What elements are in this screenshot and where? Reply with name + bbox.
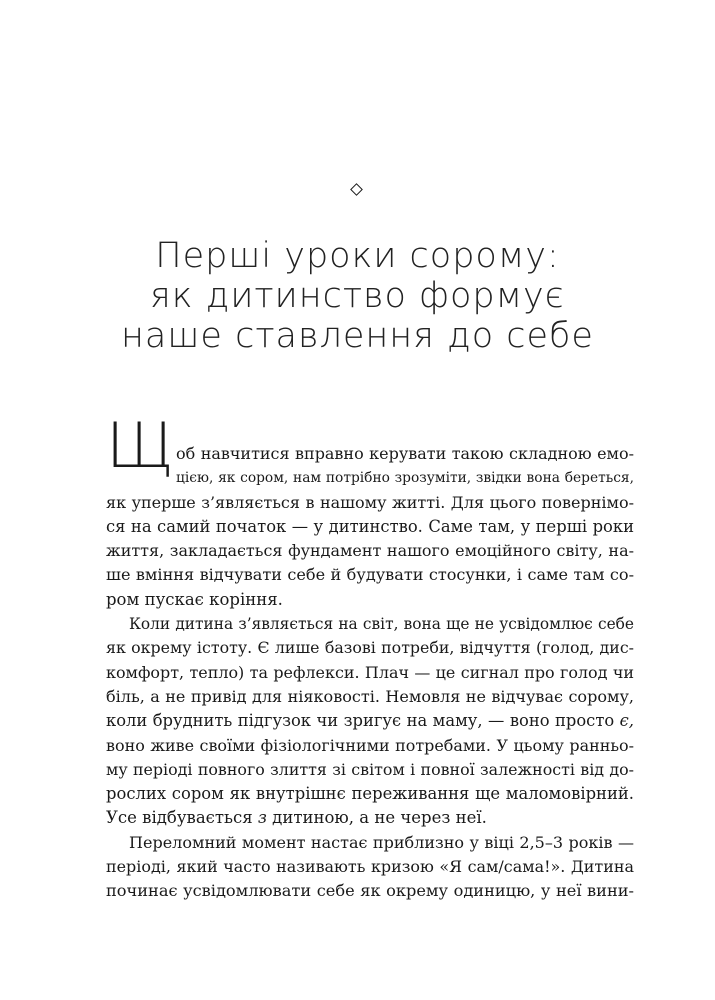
text-line: му періоді повного злиття зі світом і повної залежності від до-: [106, 759, 634, 779]
text-line: як уперше з’являється в нашому житті. Для цього повернімо-: [106, 492, 634, 512]
text-line: починає усвідомлювати себе як окрему одиницю, у неї вини-: [106, 881, 634, 901]
text-line: Переломний момент настає приблизно у віці 2,5–3 років —: [129, 832, 634, 852]
text-line: воно живе своїми фізіологічними потребами. У цьому ранньо-: [106, 735, 634, 755]
text-line: [106, 709, 634, 733]
italic-word: з: [257, 808, 267, 828]
chapter-title-line-2: як дитинство формує: [150, 276, 565, 316]
text-line: ся на самий початок — у дитинство. Саме там, у перші роки: [106, 516, 634, 536]
text-line: ром пускає коріння.: [106, 589, 283, 609]
diamond-ornament-icon: [350, 183, 363, 196]
text-line: цією, як сором, нам потрібно зрозуміти, звідки вона береться,: [176, 470, 634, 487]
text-line: біль, а не привід для ніяковості. Немовля не відчуває сорому,: [106, 686, 634, 706]
text-line: життя, закладається фундамент нашого емоційного світу, на-: [106, 541, 634, 561]
chapter-title: [60, 236, 655, 356]
drop-cap-letter: Щ: [106, 409, 173, 482]
text-line: рослих сором як внутрішнє переживання ще маломовірний.: [106, 784, 634, 804]
text-segment: Усе відбувається: [106, 808, 253, 828]
italic-word: є,: [619, 711, 634, 731]
text-segment: дитиною, а не через неї.: [272, 808, 487, 828]
text-line: об навчитися вправно керувати такою складною емо-: [176, 444, 634, 463]
chapter-title-line-1: Перші уроки сорому:: [155, 236, 560, 276]
paragraph-1: [106, 442, 634, 491]
text-line: комфорт, тепло) та рефлекси. Плач — це сигнал про голод чи: [106, 662, 634, 682]
body-text: [106, 442, 634, 904]
text-line: періоді, який часто називають кризою «Я сам/сама!». Дитина: [106, 857, 634, 877]
text-line: як окрему істоту. Є лише базові потреби, відчуття (голод, дис-: [106, 638, 634, 658]
text-segment: коли бруднить підгузок чи зригує на маму, — воно просто: [106, 711, 615, 731]
paragraph-2: [106, 612, 634, 831]
chapter-title-line-3: наше ставлення до себе: [121, 316, 594, 356]
text-line: ше вміння відчувати себе й будувати стосунки, і саме там со-: [106, 565, 634, 585]
text-line: Коли дитина з’являється на світ, вона ще не усвідомлює себе: [129, 615, 634, 634]
text-line: [106, 806, 634, 830]
paragraph-3: [106, 831, 634, 904]
